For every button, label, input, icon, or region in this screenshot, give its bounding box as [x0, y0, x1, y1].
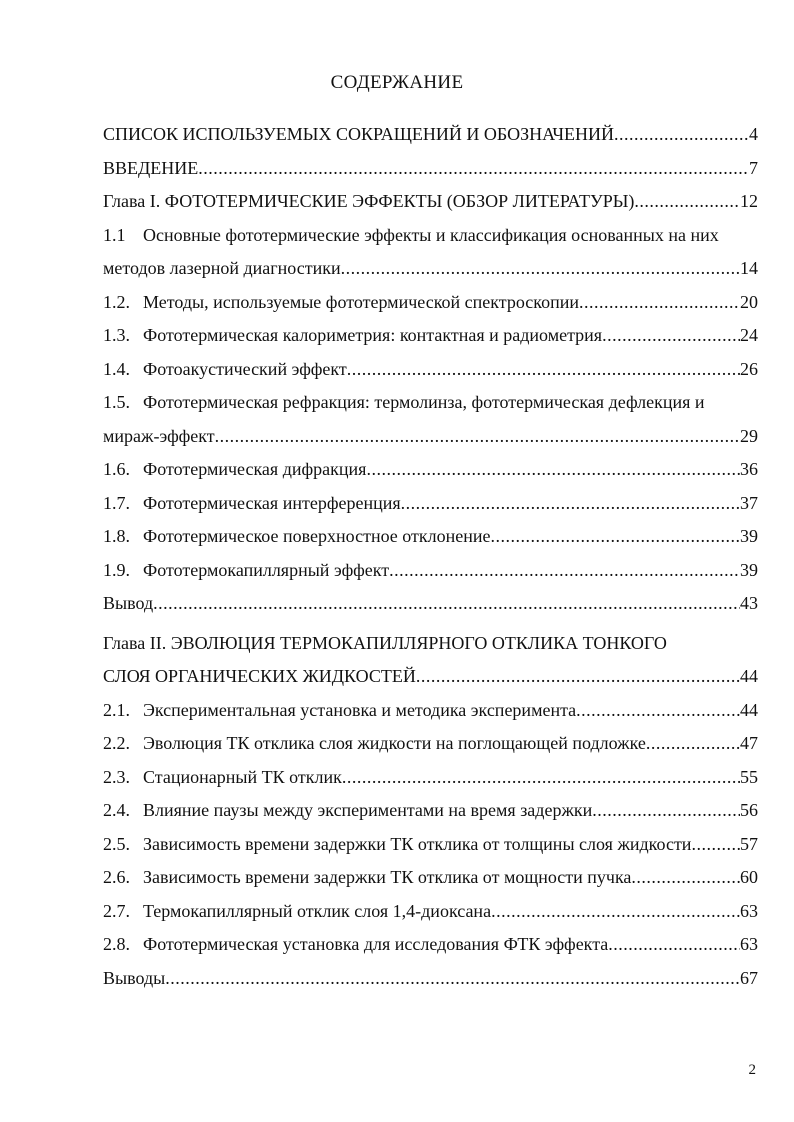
- toc-entry-page: 39: [740, 559, 758, 580]
- toc-entry[interactable]: [103, 219, 758, 286]
- toc-entry-number: 1.4.: [103, 358, 130, 379]
- dot-leader: [198, 152, 749, 186]
- toc-entry-title: Зависимость времени задержки ТК отклика от толщины слоя жидкости: [143, 833, 692, 854]
- dot-leader: [342, 761, 740, 795]
- toc-entry-title-continued: методов лазерной диагностики: [103, 258, 341, 278]
- toc-entry-number: 1.1: [103, 224, 126, 245]
- toc-entry-number: 2.4.: [103, 800, 130, 820]
- dot-leader: [153, 587, 740, 621]
- dot-leader: [576, 694, 740, 728]
- toc-entry[interactable]: [103, 895, 758, 929]
- toc-entry-title: Методы, используемые фототермической спектроскопии: [143, 291, 580, 312]
- toc-entry[interactable]: [103, 828, 758, 862]
- toc-entry[interactable]: [103, 453, 758, 487]
- toc-entry[interactable]: [103, 118, 758, 152]
- dot-leader: [608, 928, 740, 962]
- toc-entry-page: 39: [740, 526, 758, 546]
- toc-entry-title: Фотоакустический эффект: [143, 358, 347, 379]
- dot-leader: [491, 520, 740, 554]
- toc-entry[interactable]: [103, 962, 758, 996]
- dot-leader: [634, 185, 740, 219]
- toc-entry[interactable]: [103, 185, 758, 219]
- toc-entry-number: 2.2.: [103, 733, 130, 753]
- toc-entry-title-continued: СЛОЯ ОРГАНИЧЕСКИХ ЖИДКОСТЕЙ: [103, 666, 416, 686]
- toc-entry-number: 2.3.: [103, 766, 130, 787]
- toc-entry-title: Фототермическая дифракция: [143, 459, 367, 479]
- dot-leader: [646, 727, 740, 761]
- dot-leader: [165, 962, 740, 996]
- toc-entry[interactable]: [103, 319, 758, 353]
- toc-entry[interactable]: [103, 554, 758, 588]
- toc-entry-number: 1.9.: [103, 559, 130, 580]
- toc-entry-title: Основные фототермические эффекты и классификация основанных на них: [143, 224, 719, 245]
- dot-leader: [215, 420, 740, 454]
- toc-entry-page: 12: [740, 191, 758, 211]
- toc-entry-title: Фототермическая установка для исследования ФТК эффекта: [143, 934, 609, 954]
- toc-entry[interactable]: [103, 861, 758, 895]
- toc-entry-page: 20: [740, 291, 758, 312]
- toc-entry[interactable]: [103, 761, 758, 795]
- dot-leader: [416, 660, 740, 694]
- toc-entry-number: 2.7.: [103, 900, 130, 921]
- dot-leader: [602, 319, 740, 353]
- toc-entry-page: 44: [740, 699, 758, 720]
- toc-entry[interactable]: [103, 727, 758, 761]
- toc-entry-number: 1.5.: [103, 392, 130, 412]
- toc-entry[interactable]: [103, 386, 758, 453]
- dot-leader: [491, 895, 740, 929]
- page-title: СОДЕРЖАНИЕ: [330, 72, 464, 93]
- page-number: 2: [748, 1062, 756, 1078]
- toc-entry-title: ВВЕДЕНИЕ: [103, 157, 199, 178]
- toc-entry-number: 1.6.: [103, 459, 130, 479]
- dot-leader: [347, 353, 740, 387]
- toc-entry-page: 63: [740, 934, 758, 954]
- toc-entry-title: Эволюция ТК отклика слоя жидкости на поглощающей подложке: [143, 733, 646, 753]
- dot-leader: [614, 118, 749, 152]
- toc-entry-title: Зависимость времени задержки ТК отклика от мощности пучка: [143, 867, 632, 887]
- toc-entry[interactable]: [103, 520, 758, 554]
- toc-entry-number: 1.3.: [103, 325, 130, 345]
- toc-entry-page: 47: [740, 733, 758, 753]
- toc-entry-title: Фототермокапиллярный эффект: [143, 559, 390, 580]
- toc-entry-title: Экспериментальная установка и методика эксперимента: [143, 699, 577, 720]
- dot-leader: [341, 252, 740, 286]
- toc-entry-page: 44: [740, 666, 758, 686]
- toc-entry[interactable]: [103, 627, 758, 694]
- toc-entry-title: Глава II. ЭВОЛЮЦИЯ ТЕРМОКАПИЛЛЯРНОГО ОТКЛИКА ТОНКОГО: [103, 632, 667, 653]
- toc-entry-title-continued: мираж-эффект: [103, 425, 215, 446]
- toc-entry-page: 7: [749, 157, 758, 178]
- toc-entry[interactable]: [103, 694, 758, 728]
- toc-entry[interactable]: [103, 794, 758, 828]
- toc-entry-page: 4: [749, 124, 758, 144]
- toc-entry-title: Термокапиллярный отклик слоя 1,4-диоксана: [143, 900, 492, 921]
- toc-entry-page: 29: [740, 425, 758, 446]
- toc-entry[interactable]: [103, 152, 758, 186]
- toc-entry-number: 1.2.: [103, 291, 130, 312]
- dot-leader: [592, 794, 740, 828]
- toc-entry[interactable]: [103, 487, 758, 521]
- toc-entry-title: СПИСОК ИСПОЛЬЗУЕМЫХ СОКРАЩЕНИЙ И ОБОЗНАЧЕНИЙ: [103, 124, 615, 144]
- dot-leader: [389, 554, 740, 588]
- toc-entry-title: Фототермическая рефракция: термолинза, фототермическая дефлекция и: [143, 392, 705, 412]
- toc-entry-title: Вывод: [103, 593, 154, 613]
- toc-entry-page: 24: [740, 325, 758, 345]
- toc-entry-title: Стационарный ТК отклик: [143, 766, 342, 787]
- toc-entry-page: 63: [740, 900, 758, 921]
- toc-entry-page: 26: [740, 358, 758, 379]
- toc-entry-page: 60: [740, 867, 758, 887]
- toc-entry-page: 55: [740, 766, 758, 787]
- toc-entry-number: 1.8.: [103, 526, 130, 546]
- toc-entry-title: Фототермическая калориметрия: контактная и радиометрия: [143, 325, 603, 345]
- dot-leader: [366, 453, 740, 487]
- toc-entry-page: 14: [740, 258, 758, 278]
- toc-entry-title: Фототермическое поверхностное отклонение: [143, 526, 491, 546]
- toc-entry-page: 57: [740, 833, 758, 854]
- dot-leader: [691, 828, 740, 862]
- toc-entry[interactable]: [103, 353, 758, 387]
- toc-entry-number: 2.1.: [103, 699, 130, 720]
- toc-entry-title: Влияние паузы между экспериментами на время задержки: [143, 800, 593, 820]
- toc-entry-page: 36: [740, 459, 758, 479]
- toc-entry-number: 1.7.: [103, 492, 130, 513]
- toc-entry-page: 56: [740, 800, 758, 820]
- toc-entry-title: Выводы: [103, 967, 166, 988]
- toc-entry-number: 2.8.: [103, 934, 130, 954]
- toc-entry-number: 2.5.: [103, 833, 130, 854]
- toc-entry-number: 2.6.: [103, 867, 130, 887]
- dot-leader: [579, 286, 740, 320]
- toc-entry[interactable]: [103, 928, 758, 962]
- toc-entry[interactable]: [103, 587, 758, 621]
- toc-entry[interactable]: [103, 286, 758, 320]
- dot-leader: [631, 861, 740, 895]
- toc-entry-page: 43: [740, 593, 758, 613]
- dot-leader: [401, 487, 740, 521]
- toc-entry-page: 67: [740, 967, 758, 988]
- toc-entry-page: 37: [740, 492, 758, 513]
- table-of-contents: [103, 118, 758, 995]
- toc-entry-title: Фототермическая интерференция: [143, 492, 401, 513]
- toc-entry-title: Глава I. ФОТОТЕРМИЧЕСКИЕ ЭФФЕКТЫ (ОБЗОР ЛИТЕРАТУРЫ): [103, 191, 635, 211]
